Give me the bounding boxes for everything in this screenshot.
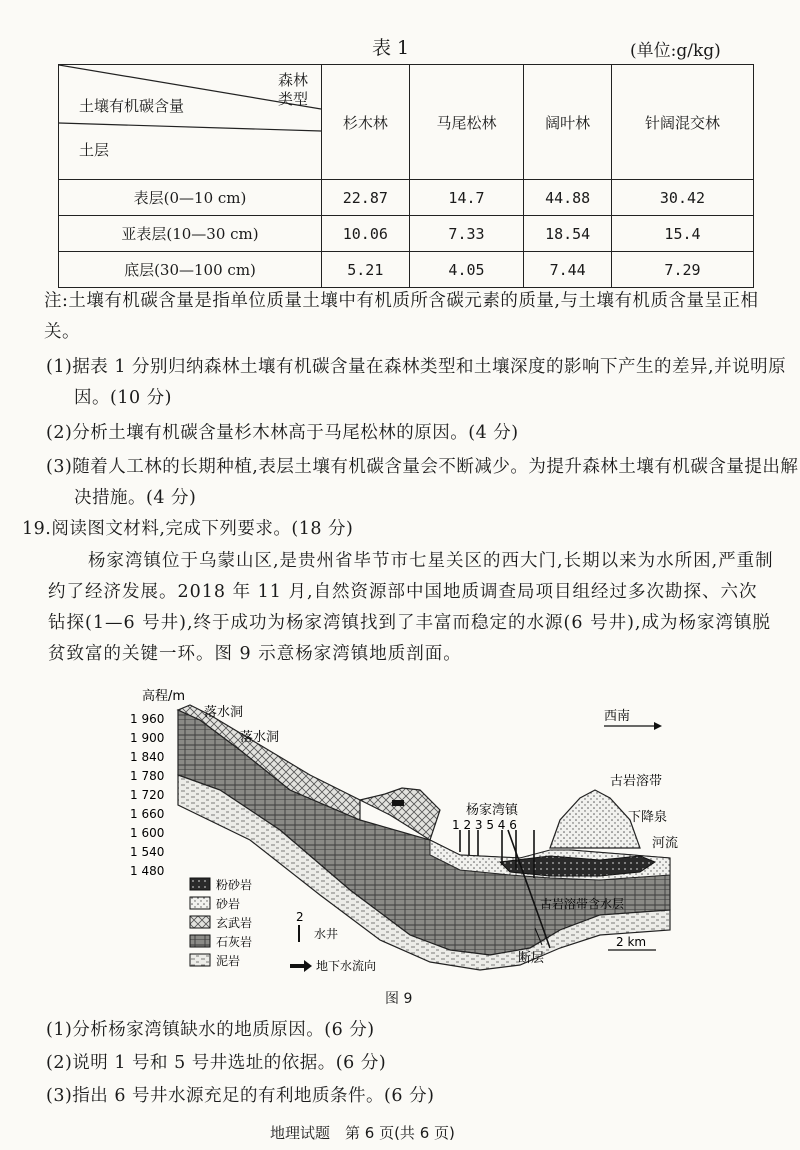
row-label: 亚表层(10—30 cm) <box>59 216 322 252</box>
col-header: 马尾松林 <box>409 65 524 180</box>
y-tick: 1 720 <box>130 788 165 802</box>
direction-arrowhead <box>654 722 662 730</box>
table-cell: 5.21 <box>322 252 410 288</box>
q19-item-2: (2)说明 1 号和 5 号井选址的依据。(6 分) <box>46 1053 387 1073</box>
label-wells: 1 2 3 5 4 6 <box>452 818 517 832</box>
table-header-row <box>59 65 754 180</box>
table-cell: 7.29 <box>611 252 753 288</box>
label-sinkhole-1: 落水洞 <box>204 705 244 720</box>
flow-arrow-upper <box>392 800 404 806</box>
carbon-table <box>58 64 754 288</box>
table-cell: 22.87 <box>322 180 410 216</box>
label-scale: 2 km <box>616 935 647 949</box>
q18-item-2: (2)分析土壤有机碳含量杉木林高于马尾松林的原因。(4 分) <box>46 423 519 443</box>
label-karst-belt: 古岩溶带 <box>610 774 663 789</box>
y-tick: 1 900 <box>130 731 165 745</box>
y-tick: 1 780 <box>130 769 165 783</box>
q19-item-1: (1)分析杨家湾镇缺水的地质原因。(6 分) <box>46 1020 375 1040</box>
table-cell: 10.06 <box>322 216 410 252</box>
legend-swatch-limestone <box>190 935 210 947</box>
table-cell: 7.33 <box>409 216 524 252</box>
y-ticks <box>130 712 164 878</box>
legend-label: 砂岩 <box>216 897 241 911</box>
q19-passage: 杨家湾镇位于乌蒙山区,是贵州省毕节市七星关区的西大门,长期以来为水所困,严重制约了经济发展。2018 年 11 月,自然资源部中国地质调查局项目组经过多次勘探、六次钻探(1—6 号井),终于成功为杨家湾镇找到了丰富而稳定的水源(6 号井),成为杨家湾镇脱贫致富的关键一环。图 9 示意杨家湾镇地质剖面。 <box>48 551 774 664</box>
legend-swatch-sandstone <box>190 897 210 909</box>
y-axis-title: 高程/m <box>142 689 186 704</box>
legend-flow-label: 地下水流向 <box>316 959 377 973</box>
legend-well-number: 2 <box>296 910 304 924</box>
row-label: 底层(30—100 cm) <box>59 252 322 288</box>
figure-caption: 图 9 <box>385 991 413 1007</box>
legend-flow-arrow <box>290 960 312 972</box>
legend-well-label: 水井 <box>314 927 339 941</box>
table-row <box>59 216 754 252</box>
y-tick: 1 540 <box>130 845 165 859</box>
geologic-profile <box>130 680 690 990</box>
q19-title: 19.阅读图文材料,完成下列要求。(18 分) <box>22 519 354 539</box>
table-cell: 15.4 <box>611 216 753 252</box>
legend-label: 玄武岩 <box>216 916 253 930</box>
diagonal-header-cell <box>59 65 322 180</box>
col-header: 针阔混交林 <box>611 65 753 180</box>
col-header: 阔叶林 <box>524 65 612 180</box>
label-spring: 下降泉 <box>628 810 668 825</box>
table-note: 注:土壤有机碳含量是指单位质量土壤中有机质所含碳元素的质量,与土壤有机质含量呈正相关。 <box>44 291 759 342</box>
label-town: 杨家湾镇 <box>466 803 519 818</box>
label-river: 河流 <box>652 836 679 851</box>
table-unit: (单位:g/kg) <box>630 41 721 61</box>
diag-soil-layer: 土层 <box>79 141 110 159</box>
table-caption: 表 1 <box>372 37 410 59</box>
y-tick: 1 600 <box>130 826 165 840</box>
diag-forest-type: 森林类型 <box>277 71 308 108</box>
table-cell: 4.05 <box>409 252 524 288</box>
table-cell: 14.7 <box>409 180 524 216</box>
q19-item-3: (3)指出 6 号井水源充足的有利地质条件。(6 分) <box>46 1086 435 1106</box>
y-tick: 1 480 <box>130 864 165 878</box>
y-tick: 1 840 <box>130 750 165 764</box>
table-cell: 7.44 <box>524 252 612 288</box>
q18-item-1: (1)据表 1 分别归纳森林土壤有机碳含量在森林类型和土壤深度的影响下产生的差异,并说明原因。(10 分) <box>46 357 787 408</box>
label-aquifer: 古岩溶带含水层 <box>540 897 625 911</box>
table-cell: 44.88 <box>524 180 612 216</box>
legend-swatch-siltstone <box>190 878 210 890</box>
diag-carbon-content: 土壤有机碳含量 <box>79 97 185 115</box>
label-sinkhole-2: 落水洞 <box>240 730 280 745</box>
table-row <box>59 180 754 216</box>
label-direction: 西南 <box>604 709 631 724</box>
table-cell: 18.54 <box>524 216 612 252</box>
row-label: 表层(0—10 cm) <box>59 180 322 216</box>
y-tick: 1 960 <box>130 712 165 726</box>
legend-label: 粉砂岩 <box>216 878 253 892</box>
label-fault: 断层 <box>518 951 545 966</box>
table-cell: 30.42 <box>611 180 753 216</box>
legend-swatch-mudstone <box>190 954 210 966</box>
col-header: 杉木林 <box>322 65 410 180</box>
page-footer: 地理试题 第 6 页(共 6 页) <box>270 1124 455 1142</box>
sandstone-hill <box>550 790 640 848</box>
legend-label: 石灰岩 <box>216 935 253 949</box>
legend-label: 泥岩 <box>216 954 241 968</box>
table-row <box>59 252 754 288</box>
q18-item-3: (3)随着人工林的长期种植,表层土壤有机碳含量会不断减少。为提升森林土壤有机碳含量提出解决措施。(4 分) <box>46 457 799 508</box>
legend-swatch-basalt <box>190 916 210 928</box>
y-tick: 1 660 <box>130 807 165 821</box>
